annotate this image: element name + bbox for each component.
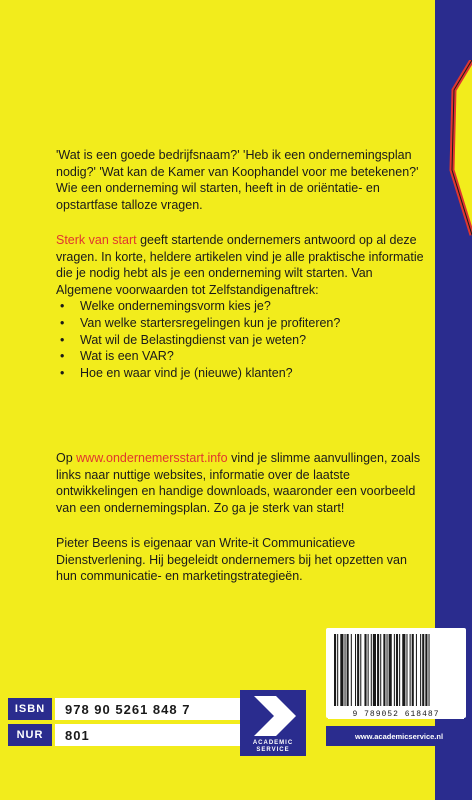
description-paragraph (56, 232, 426, 381)
list-item: • Wat wil de Belastingdienst van je weten? (56, 332, 426, 349)
barcode-bar (340, 634, 343, 706)
nur-label: NUR (8, 724, 52, 746)
barcode-bar (373, 634, 376, 706)
author-paragraph (56, 535, 426, 585)
barcode-bar (337, 634, 338, 706)
publisher-website[interactable]: www.academicservice.nl (326, 726, 472, 746)
barcode-bar (389, 634, 392, 706)
list-item: • Hoe en waar vind je (nieuwe) klanten? (56, 365, 426, 382)
barcode-bar (377, 634, 379, 706)
isbn-value: 978 90 5261 848 7 (55, 698, 245, 720)
barcode-bar (396, 634, 398, 706)
barcode-bar (422, 634, 424, 706)
chevron-right-icon (240, 690, 306, 740)
barcode-bar (383, 634, 385, 706)
barcode-bar (357, 634, 359, 706)
barcode-bar (345, 634, 346, 706)
publisher-name (240, 740, 306, 754)
barcode-bars (326, 628, 466, 708)
barcode-bar (399, 634, 400, 706)
barcode-bar (420, 634, 421, 706)
author-text: Pieter Beens is eigenaar van Write-it Communicatieve Dienstverlening. Hij begeleidt ondernemers bij het opzetten van hun communicatie- en marketingstrategieën. (56, 536, 407, 584)
list-item: • Welke ondernemingsvorm kies je? (56, 298, 426, 315)
website-paragraph (56, 450, 426, 516)
website-prefix: Op (56, 451, 77, 465)
nur-row (8, 724, 245, 746)
barcode-bar (410, 634, 411, 706)
nur-value: 801 (55, 724, 245, 746)
barcode-bar (364, 634, 366, 706)
shield-icon (438, 60, 472, 260)
barcode-bar (387, 634, 388, 706)
isbn-row (8, 698, 245, 720)
list-item: • Van welke startersregelingen kun je profiteren? (56, 315, 426, 332)
question-list (56, 298, 426, 381)
barcode-bar (334, 634, 336, 706)
book-title-highlight: Sterk van start (56, 233, 137, 247)
barcode-bar (416, 634, 417, 706)
publisher-name-line2: SERVICE (256, 747, 290, 753)
isbn-label: ISBN (8, 698, 52, 720)
barcode-bar (406, 634, 407, 706)
barcode-bar (402, 634, 405, 706)
list-item: • Wat is een VAR? (56, 348, 426, 365)
barcode-bar (380, 634, 381, 706)
barcode-bar (355, 634, 356, 706)
barcode-bar (351, 634, 352, 706)
barcode-digits: 9 789052 618487 (328, 710, 464, 719)
description-text: geeft startende ondernemers antwoord op al deze vragen. In korte, heldere artikelen vind je alle praktische informatie die je nodig hebt als je een onderneming wilt starten. Van Algemene voorwaarden tot Zelfstandigenaftrek: (56, 233, 424, 297)
website-text: vind je slimme aanvullingen, zoals links naar nuttige websites, informatie over de laatste ontwikkelingen en handige downloads, waaronder een voorbeeld van een ondernemingsplan. Zo ga je sterk van start! (56, 451, 421, 515)
barcode-bar (347, 634, 349, 706)
publisher-name-line1: ACADEMIC (252, 740, 294, 746)
intro-text: 'Wat is een goede bedrijfsnaam?' 'Heb ik een ondernemingsplan nodig?' 'Wat kan de Kamer van Koophandel voor me betekenen?' Wie een onderneming wil starten, heeft in de oriëntatie- en opstartfase talloze vragen. (56, 148, 419, 212)
intro-paragraph (56, 147, 426, 213)
barcode-bar (412, 634, 414, 706)
barcode-bar (429, 634, 430, 706)
barcode-bar (394, 634, 395, 706)
barcode-bar (360, 634, 361, 706)
website-link[interactable]: www.ondernemersstart.info (76, 451, 228, 465)
barcode (326, 628, 466, 718)
barcode-bar (425, 634, 427, 706)
barcode-bar (368, 634, 369, 706)
barcode-bar (371, 634, 372, 706)
